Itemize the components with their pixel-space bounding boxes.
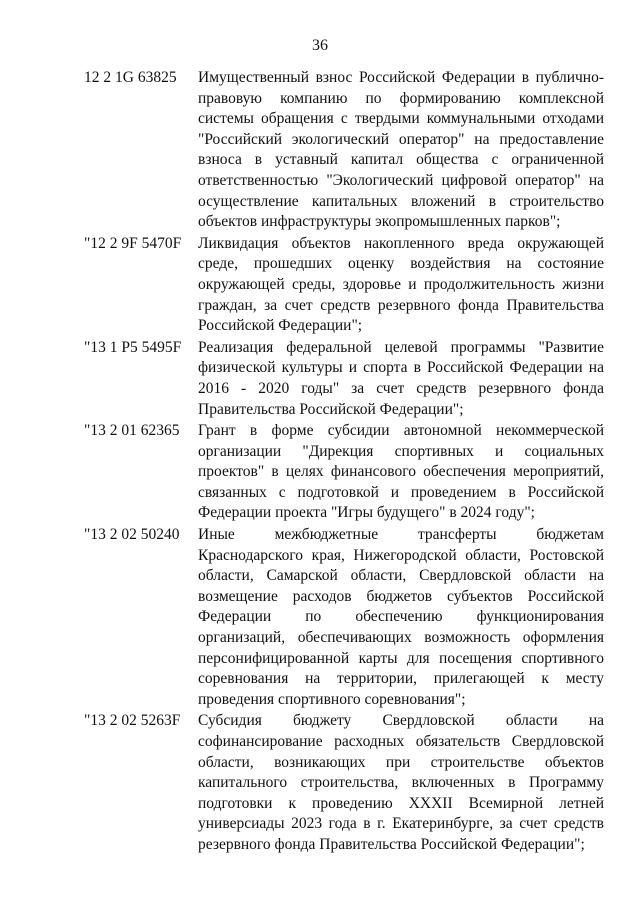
list-item bbox=[84, 711, 604, 855]
expense-description: Субсидия бюджету Свердловской области на софинансирование расходных обязательств Свердловской области, возникающих при строительстве объектов капитального строительства, включенных в Программу подготовки к проведению XXXII Всемирной летней универсиады 2023 года в г. Екатеринбурге, за счет средств резервного фонда Правительства Российской Федерации"; bbox=[198, 712, 604, 853]
list-item bbox=[84, 421, 604, 524]
list-item bbox=[84, 338, 604, 420]
list-item bbox=[84, 525, 604, 710]
budget-classification-code: 12 2 1G 63825 bbox=[84, 69, 177, 86]
page-number: 36 bbox=[312, 37, 328, 54]
expense-description: Ликвидация объектов накопленного вреда окружающей среде, прошедших оценку воздействия на состояние окружающей среды, здоровье и продолжительность жизни граждан, за счет средств резервного фонда Правительства Российской Федерации"; bbox=[198, 234, 604, 335]
expense-description: Грант в форме субсидии автономной некоммерческой организации "Дирекция спортивных и социальных проектов" в целях финансового обеспечения мероприятий, связанных с подготовкой и проведением в Российской Федерации проекта "Игры будущего" в 2024 году"; bbox=[198, 422, 604, 522]
budget-classification-code: "12 2 9F 5470F bbox=[84, 234, 182, 252]
list-item bbox=[84, 234, 604, 337]
budget-classification-code: "13 2 02 50240 bbox=[84, 526, 180, 544]
expense-description: Реализация федеральной целевой программы "Развитие физической культуры и спорта в Российской Федерации на 2016 - 2020 годы" за счет средств резервного фонда Правительства Российской Федерации"; bbox=[198, 338, 604, 418]
budget-code-list bbox=[84, 68, 604, 857]
budget-classification-code: "13 1 P5 5495F bbox=[84, 338, 182, 356]
list-item bbox=[84, 68, 604, 233]
budget-classification-code: "13 2 02 5263F bbox=[84, 712, 181, 730]
expense-description: Иные межбюджетные трансферты бюджетам Краснодарского края, Нижегородской области, Ростовской области, Самарской области, Свердловской области на возмещение расходов бюджетов субъектов Российской Федерации по обеспечению функционирования организаций, обеспечивающих возможность оформления персонифицированной карты для посещения спортивного соревнования на территории, прилегающей к месту проведения спортивного соревнования"; bbox=[198, 526, 604, 708]
budget-classification-code: "13 2 01 62365 bbox=[84, 422, 180, 440]
expense-description: Имущественный взнос Российской Федерации в публично-правовую компанию по формированию комплексной системы обращения с твердыми коммунальными отходами "Российский экологический оператор" на предоставление взноса в уставный капитал общества с ограниченной ответственностью "Экологический цифровой оператор" на осуществление капитальных вложений в строительство объектов инфраструктуры экопромышленных парков"; bbox=[198, 69, 604, 231]
